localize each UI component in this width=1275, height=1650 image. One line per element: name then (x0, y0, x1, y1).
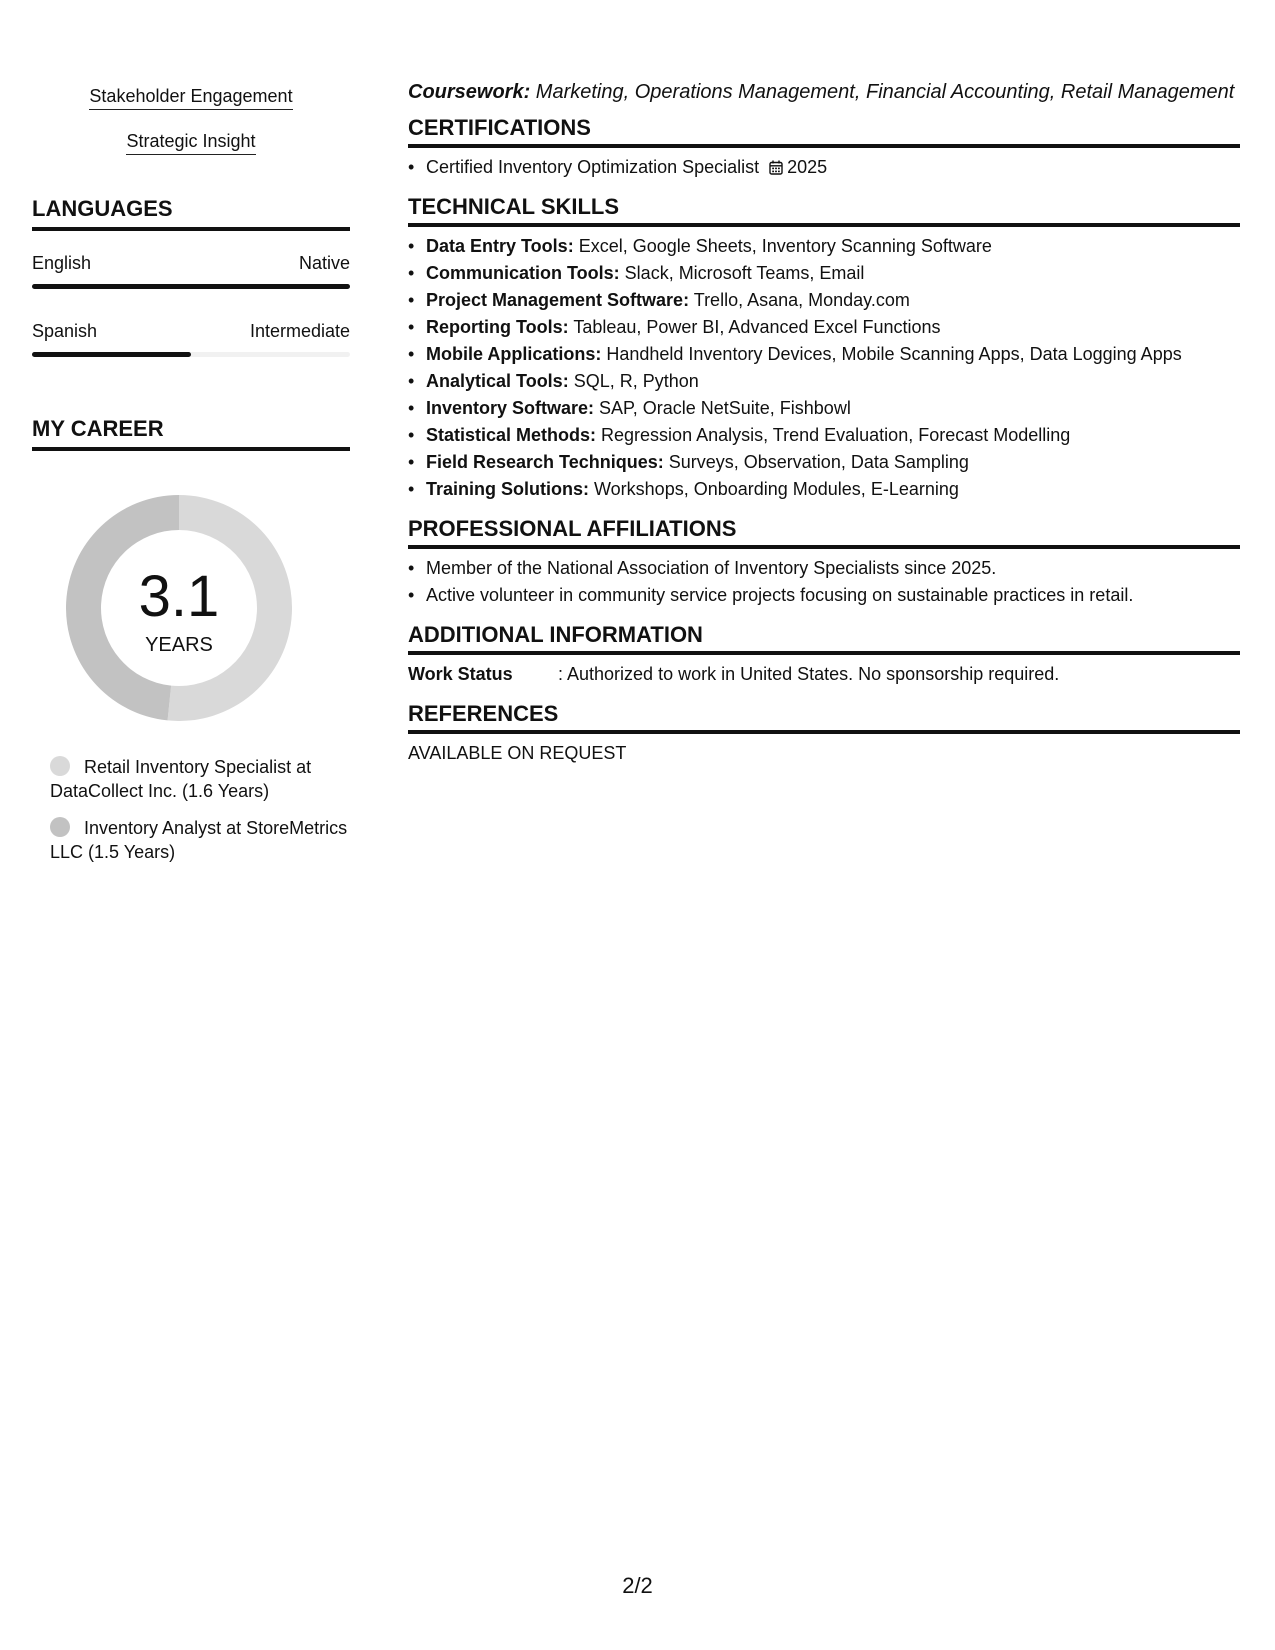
skill-item (426, 287, 1240, 314)
skill-text: Slack, Microsoft Teams, Email (619, 263, 865, 283)
skill-text: SQL, R, Python (568, 371, 699, 391)
affiliations-list (408, 555, 1240, 609)
career-legend-item (50, 755, 350, 803)
skill-label: Analytical Tools: (426, 371, 569, 391)
right-column (408, 78, 1240, 767)
affiliation-item: • Active volunteer in community service projects focusing on sustainable practices in retail. (426, 582, 1240, 609)
language-proficiency-fill (32, 284, 350, 289)
references-text: AVAILABLE ON REQUEST (408, 743, 627, 763)
skill-tag (32, 129, 350, 155)
skill-item (426, 422, 1240, 449)
skill-label: Project Management Software: (426, 290, 690, 310)
skill-text: Workshops, Onboarding Modules, E-Learning (589, 479, 959, 499)
language-proficiency-fill (32, 352, 191, 357)
skill-item (426, 368, 1240, 395)
career-legend-label: Inventory Analyst at StoreMetrics LLC (1.5 Years) (50, 818, 348, 862)
skill-item (426, 449, 1240, 476)
skill-tag-label: Strategic Insight (126, 129, 255, 155)
skill-text: Handheld Inventory Devices, Mobile Scanning Apps, Data Logging Apps (601, 344, 1182, 364)
coursework-line (408, 78, 1240, 106)
work-status-label: Work Status (408, 664, 513, 684)
language-name: English (32, 253, 92, 273)
career-heading: MY CAREER (32, 415, 350, 451)
skill-item (426, 476, 1240, 503)
skill-text: Surveys, Observation, Data Sampling (663, 452, 969, 472)
skill-label: Data Entry Tools: (426, 236, 574, 256)
language-proficiency-bar (32, 352, 350, 357)
skill-item (426, 260, 1240, 287)
skill-label: Mobile Applications: (426, 344, 602, 364)
career-donut-chart (66, 495, 292, 721)
skill-item (426, 314, 1240, 341)
legend-dot-icon (50, 817, 70, 837)
skill-label: Field Research Techniques: (426, 452, 664, 472)
skill-text: Regression Analysis, Trend Evaluation, Forecast Modelling (596, 425, 1071, 445)
coursework-label: Coursework: (408, 81, 531, 103)
skill-tag-label: Stakeholder Engagement (89, 84, 292, 110)
skill-label: Training Solutions: (426, 479, 589, 499)
language-level: Intermediate (249, 321, 350, 341)
language-level: Native (298, 253, 350, 273)
affiliation-item: • Member of the National Association of Inventory Specialists since 2025. (426, 555, 1240, 582)
page-number: 2/2 (622, 1573, 653, 1598)
certification-year: 2025 (787, 157, 828, 177)
skill-text: SAP, Oracle NetSuite, Fishbowl (594, 398, 851, 418)
language-proficiency-bar (32, 284, 350, 289)
skill-item (426, 395, 1240, 422)
legend-dot-icon (50, 756, 70, 776)
skill-label: Inventory Software: (426, 398, 595, 418)
career-total-value: 3.1 (138, 564, 220, 629)
languages-heading: LANGUAGES (32, 195, 350, 231)
skill-text: Trello, Asana, Monday.com (689, 290, 910, 310)
additional-info-heading: ADDITIONAL INFORMATION (408, 621, 1240, 655)
left-column (32, 84, 350, 877)
skill-label: Reporting Tools: (426, 317, 569, 337)
career-legend (32, 755, 350, 864)
career-legend-item (50, 816, 350, 864)
language-name: Spanish (32, 321, 98, 341)
skill-tag (32, 84, 350, 110)
references-heading: REFERENCES (408, 700, 1240, 734)
career-legend-label: Retail Inventory Specialist at DataCollect Inc. (1.6 Years) (50, 757, 312, 801)
skill-label: Statistical Methods: (426, 425, 597, 445)
skill-text: Excel, Google Sheets, Inventory Scanning Software (573, 236, 992, 256)
coursework-text: Marketing, Operations Management, Financial Accounting, Retail Management (530, 81, 1235, 103)
career-total-unit: YEARS (145, 634, 213, 656)
certifications-list (408, 154, 1240, 181)
work-status-value: : Authorized to work in United States. No sponsorship required. (558, 664, 1060, 684)
skill-item (426, 341, 1240, 368)
language-item (32, 319, 350, 357)
certification-item (426, 154, 1240, 181)
skill-label: Communication Tools: (426, 263, 620, 283)
technical-skills-heading: TECHNICAL SKILLS (408, 193, 1240, 227)
calendar-icon (769, 160, 783, 175)
certification-name: Certified Inventory Optimization Specialist (426, 157, 760, 177)
skill-text: Tableau, Power BI, Advanced Excel Functions (568, 317, 941, 337)
technical-skills-list (408, 233, 1240, 503)
language-item (32, 251, 350, 289)
certifications-heading: CERTIFICATIONS (408, 114, 1240, 148)
affiliations-heading: PROFESSIONAL AFFILIATIONS (408, 515, 1240, 549)
work-status-row (408, 661, 1240, 688)
skill-item (426, 233, 1240, 260)
